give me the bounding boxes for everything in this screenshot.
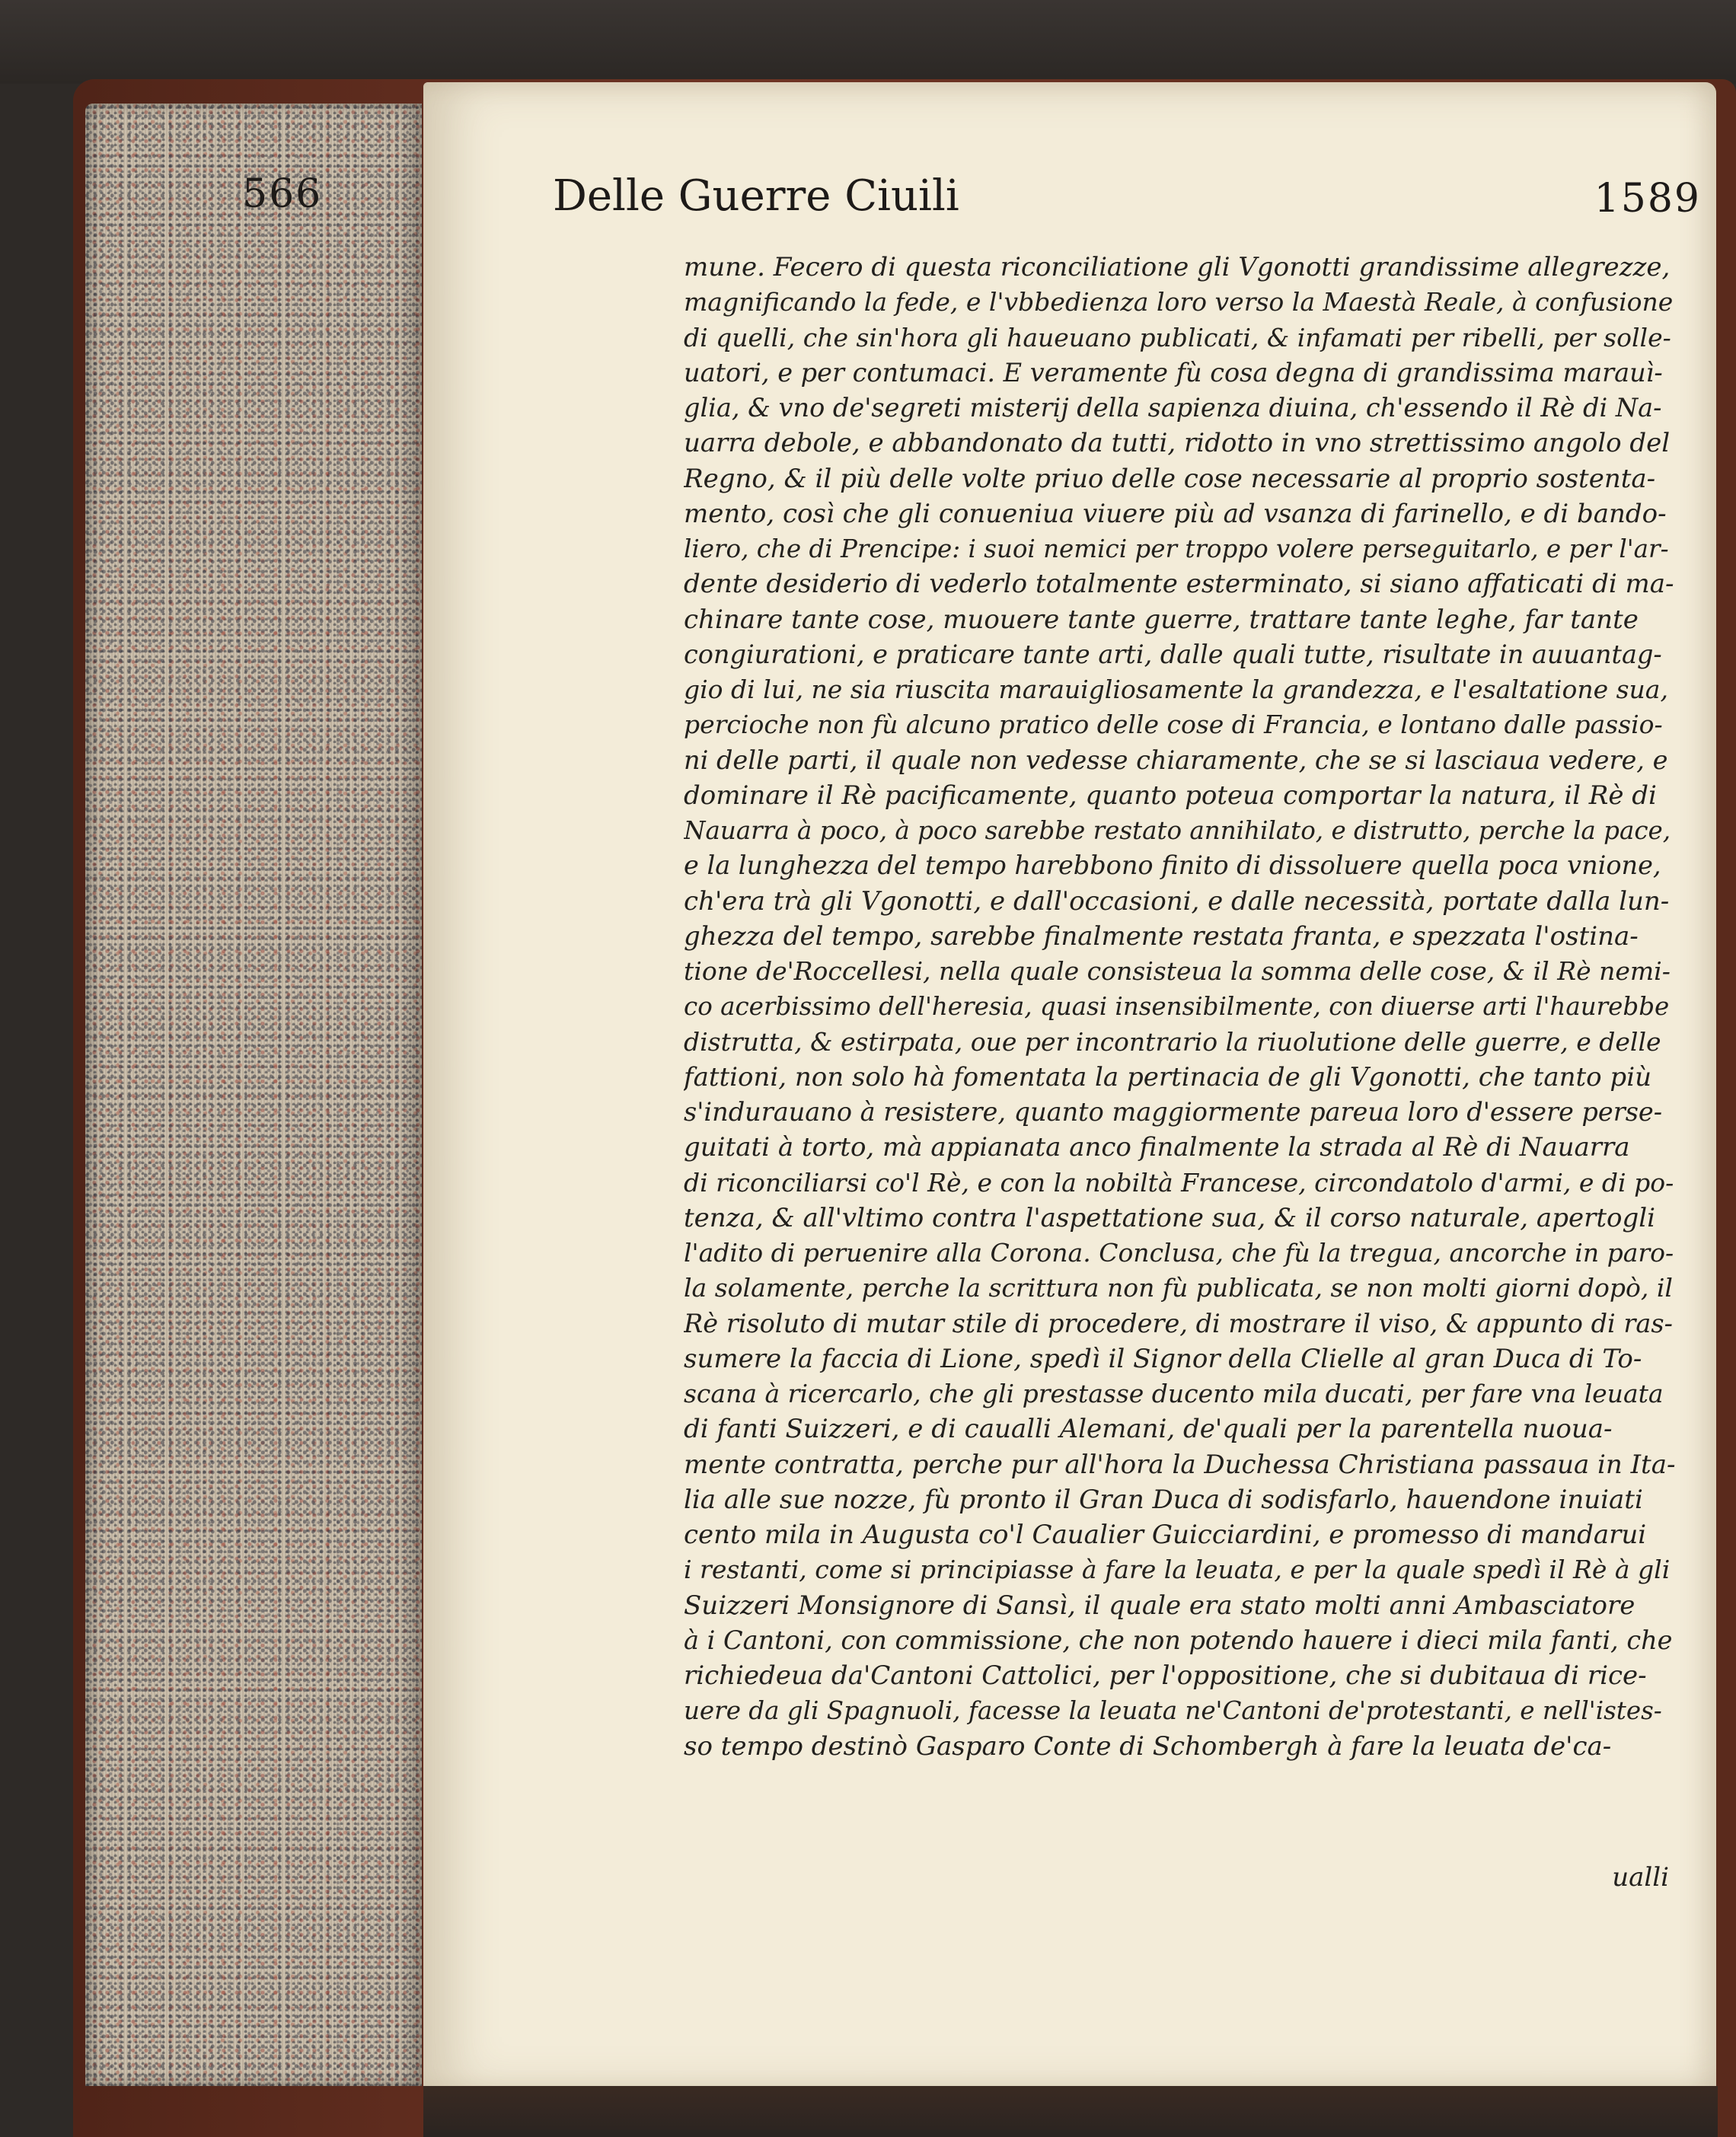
text-line: mento, così che gli conueniua viuere più ad vsanza di farinello, e di bando- bbox=[684, 498, 1667, 529]
text-line: l'adito di peruenire alla Corona. Conclusa, che fù la tregua, ancorche in paro- bbox=[684, 1238, 1674, 1268]
text-line: congiurationi, e praticare tante arti, dalle quali tutte, risultate in auuantag- bbox=[684, 639, 1662, 669]
text-line: mune. Fecero di questa riconciliatione gli Vgonotti grandissime allegrezze, bbox=[684, 252, 1671, 282]
text-line: sumere la faccia di Lione, spedì il Signor della Clielle al gran Duca di To- bbox=[684, 1343, 1642, 1374]
running-title: Delle Guerre Ciuili bbox=[553, 171, 959, 221]
text-line: distrutta, & estirpata, oue per incontrario la riuolutione delle guerre, e delle bbox=[684, 1026, 1661, 1057]
text-line: lia alle sue nozze, fù pronto il Gran Duca di sodisfarlo, hauendone inuiati bbox=[684, 1484, 1643, 1515]
catchword: ualli bbox=[1612, 1862, 1669, 1893]
text-line: so tempo destinò Gasparo Conte di Schombergh à fare la leuata de'ca- bbox=[684, 1730, 1612, 1762]
text-line: i restanti, come si principiasse à fare la leuata, e per la quale spedì il Rè à gli bbox=[684, 1555, 1671, 1585]
text-line: ghezza del tempo, sarebbe finalmente restata franta, e spezzata l'ostina- bbox=[684, 920, 1639, 952]
text-line: guitati à torto, mà appianata anco finalmente la strada al Rè di Nauarra bbox=[684, 1132, 1630, 1163]
text-line: richiedeua da'Cantoni Cattolici, per l'oppositione, che si dubitaua di rice- bbox=[684, 1660, 1647, 1691]
text-line: Rè risoluto di mutar stile di procedere, di mostrare il viso, & appunto di ras- bbox=[684, 1308, 1673, 1338]
body-text bbox=[684, 250, 1675, 1764]
text-line: dominare il Rè pacificamente, quanto poteua comportar la natura, il Rè di bbox=[684, 780, 1657, 811]
text-line: glia, & vno de'segreti misterij della sapienza diuina, ch'essendo il Rè di Na- bbox=[684, 393, 1662, 423]
text-line: ni delle parti, il quale non vedesse chiaramente, che se si lasciaua vedere, e bbox=[684, 745, 1668, 775]
text-line: fattioni, non solo hà fomentata la pertinacia de gli Vgonotti, che tanto più bbox=[684, 1061, 1651, 1092]
text-line: magnificando la fede, e l'vbbedienza loro verso la Maestà Reale, à confusione bbox=[684, 287, 1674, 317]
text-line: gio di lui, ne sia riuscita marauigliosamente la grandezza, e l'esaltatione sua, bbox=[684, 675, 1668, 704]
text-line: s'indurauano à resistere, quanto maggiormente pareua loro d'essere perse- bbox=[684, 1097, 1663, 1127]
text-line: la solamente, perche la scrittura non fù publicata, se non molti giorni dopò, il bbox=[684, 1273, 1673, 1303]
text-line: liero, che di Prencipe: i suoi nemici per troppo volere perseguitarlo, e per l'ar- bbox=[684, 534, 1669, 563]
text-line: di quelli, che sin'hora gli haueuano publicati, & infamati per ribelli, per solle- bbox=[684, 322, 1671, 352]
text-line: uatori, e per contumaci. E veramente fù cosa degna di grandissima marauì- bbox=[684, 357, 1663, 388]
background bbox=[0, 0, 1736, 84]
text-line: à i Cantoni, con commissione, che non potendo hauere i dieci mila fanti, che bbox=[684, 1625, 1673, 1655]
text-line: Regno, & il più delle volte priuo delle cose necessarie al proprio sostenta- bbox=[684, 463, 1656, 494]
text-line: cento mila in Augusta co'l Caualier Guicciardini, e promesso di mandarui bbox=[684, 1520, 1647, 1550]
text-line: uere da gli Spagnuoli, facesse la leuata ne'Cantoni de'protestanti, e nell'istes- bbox=[684, 1696, 1662, 1726]
header-year: 1589 bbox=[1594, 176, 1701, 222]
text-line: e la lunghezza del tempo harebbono finito di dissoluere quella poca vnione, bbox=[684, 850, 1661, 881]
text-line: co acerbissimo dell'heresia, quasi insensibilmente, con diuerse arti l'haurebbe bbox=[684, 992, 1670, 1022]
text-line: percioche non fù alcuno pratico delle cose di Francia, e lontano dalle passio- bbox=[684, 710, 1663, 740]
text-line: mente contratta, perche pur all'hora la Duchessa Christiana passaua in Ita- bbox=[684, 1449, 1675, 1480]
text-line: scana à ricercarlo, che gli prestasse ducento mila ducati, per fare vna leuata bbox=[684, 1379, 1664, 1408]
text-line: di fanti Suizzeri, e di caualli Alemani, de'quali per la parentella nuoua- bbox=[684, 1414, 1613, 1445]
text-line: di riconciliarsi co'l Rè, e con la nobiltà Francese, circondatolo d'armi, e di po- bbox=[684, 1167, 1674, 1198]
text-line: dente desiderio di vederlo totalmente esterminato, si siano affaticati di ma- bbox=[684, 569, 1674, 600]
marbled-fore-edge bbox=[85, 104, 422, 2086]
text-line: tenza, & all'vltimo contra l'aspettatione sua, & il corso naturale, apertogli bbox=[684, 1202, 1655, 1233]
text-line: ch'era trà gli Vgonotti, e dall'occasioni, e dalle necessità, portate dalla lun- bbox=[684, 885, 1670, 917]
text-line: uarra debole, e abbandonato da tutti, ridotto in vno strettissimo angolo del bbox=[684, 428, 1671, 459]
bottom-shadow bbox=[423, 2086, 1718, 2137]
text-line: chinare tante cose, muouere tante guerre, trattare tante leghe, far tante bbox=[684, 604, 1639, 635]
text-line: tione de'Roccellesi, nella quale consisteua la somma delle cose, & il Rè nemi- bbox=[684, 956, 1671, 986]
page-header bbox=[242, 171, 1701, 240]
page-number: 566 bbox=[242, 171, 323, 217]
text-line: Suizzeri Monsignore di Sansì, il quale era stato molti anni Ambasciatore bbox=[684, 1590, 1635, 1621]
text-line: Nauarra à poco, à poco sarebbe restato annihilato, e distrutto, perche la pace, bbox=[684, 816, 1671, 845]
